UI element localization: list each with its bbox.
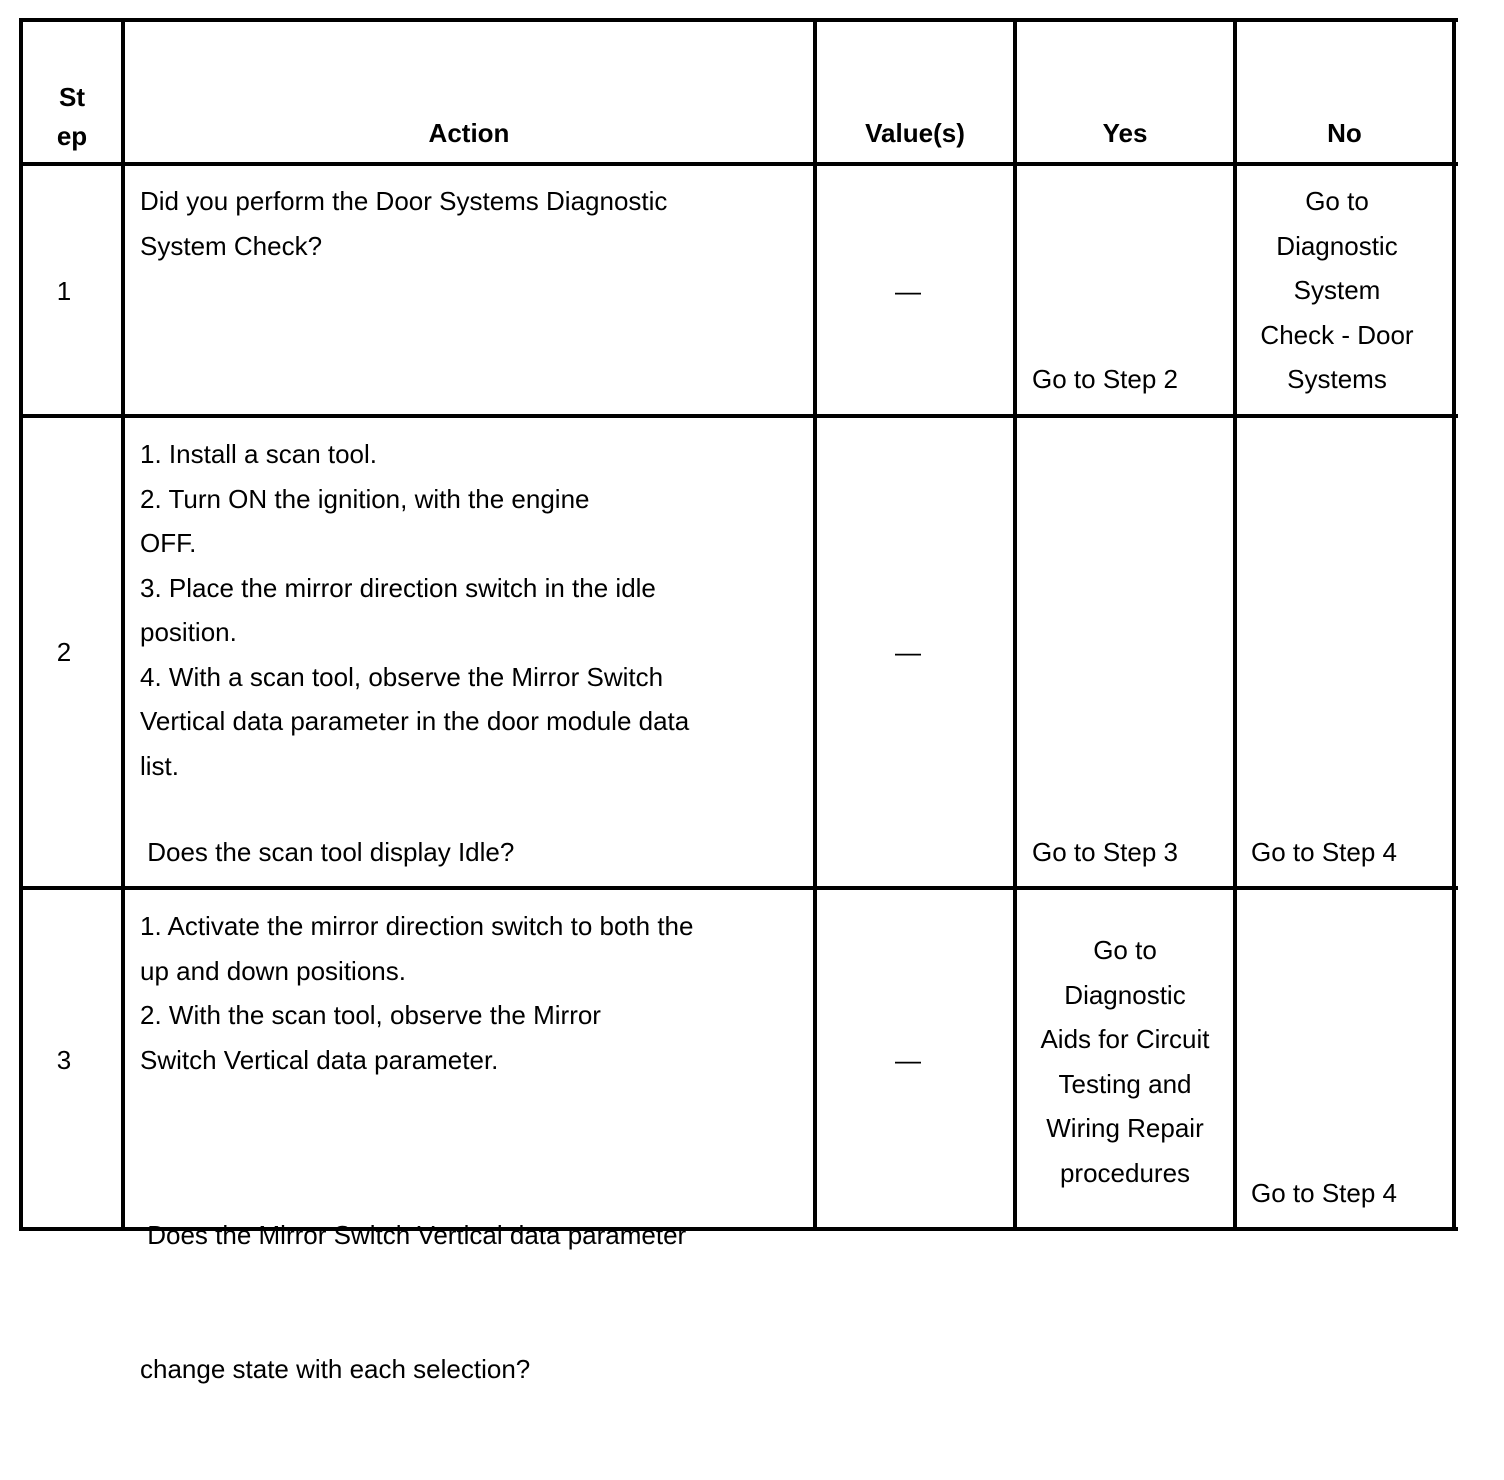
action-line: 2. Turn ON the ignition, with the engine — [140, 483, 590, 514]
row-divider — [19, 414, 1458, 418]
action-line: System Check? — [140, 230, 323, 261]
no-cell: Go to Step 4 — [1251, 1178, 1397, 1208]
no-line: System — [1293, 275, 1381, 305]
no-line: Diagnostic — [1276, 230, 1398, 261]
table-border-right — [1452, 18, 1456, 1231]
action-line: 4. With a scan tool, observe the Mirror Switch — [140, 661, 664, 692]
header-step — [23, 78, 121, 156]
header-step-line: ep — [56, 121, 88, 151]
action-line: 3. Place the mirror direction switch in the idle — [140, 572, 656, 603]
yes-line: Wiring Repair — [1046, 1113, 1204, 1143]
action-question — [140, 1124, 686, 1480]
action-line: OFF. — [140, 528, 197, 558]
yes-cell: Go to Step 2 — [1032, 364, 1178, 394]
step-number: 1 — [56, 276, 72, 306]
header-step-line: St — [59, 82, 85, 112]
table-border-top — [19, 18, 1458, 22]
action-cell — [140, 904, 693, 1082]
no-line: Go to — [1305, 186, 1369, 216]
action-line: 1. Install a scan tool. — [140, 439, 378, 469]
question-line: change state with each selection? — [140, 1353, 531, 1384]
no-line: Check - Door — [1260, 319, 1414, 350]
action-line: list. — [140, 750, 179, 781]
yes-line: Go to — [1093, 935, 1157, 965]
yes-cell: Go to Step 3 — [1032, 837, 1178, 867]
header-values: Value(s) — [865, 118, 965, 148]
action-line: Switch Vertical data parameter. — [140, 1044, 499, 1075]
header-yes: Yes — [1102, 118, 1148, 148]
action-line: position. — [140, 617, 237, 647]
value-cell: — — [895, 276, 921, 306]
value-cell: — — [895, 637, 921, 667]
yes-line: Diagnostic — [1064, 979, 1186, 1010]
action-line: up and down positions. — [140, 955, 406, 986]
yes-line: procedures — [1059, 1157, 1191, 1188]
row-divider — [19, 162, 1458, 166]
row-divider — [19, 886, 1458, 890]
action-line: Did you perform the Door Systems Diagnostic — [140, 186, 668, 216]
action-cell — [140, 432, 689, 788]
no-cell — [1237, 179, 1437, 402]
action-line: 2. With the scan tool, observe the Mirror — [140, 1000, 601, 1030]
yes-cell — [1017, 928, 1233, 1195]
action-line: 1. Activate the mirror direction switch to both the — [140, 911, 694, 941]
step-number: 2 — [56, 637, 72, 667]
no-cell: Go to Step 4 — [1251, 837, 1397, 867]
step-number: 3 — [56, 1045, 72, 1075]
header-action: Action — [428, 118, 510, 148]
no-line: Systems — [1287, 364, 1387, 394]
header-no: No — [1327, 118, 1362, 148]
value-cell: — — [895, 1045, 921, 1075]
question-line: Does the Mirror Switch Vertical data parameter — [140, 1220, 687, 1250]
yes-line: Aids for Circuit — [1040, 1024, 1210, 1054]
yes-line: Testing and — [1058, 1068, 1192, 1099]
action-cell — [140, 179, 667, 268]
action-question: Does the scan tool display Idle? — [140, 837, 515, 867]
action-line: Vertical data parameter in the door module data — [140, 706, 690, 736]
column-divider — [121, 18, 125, 1231]
